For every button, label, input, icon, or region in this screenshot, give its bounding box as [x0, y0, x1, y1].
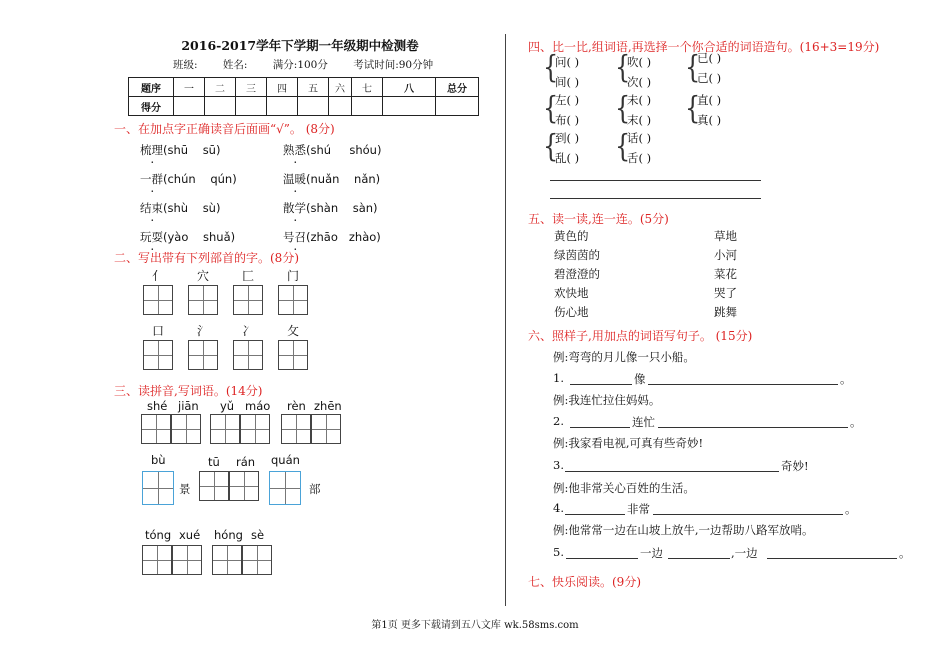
score-table-row [129, 97, 479, 116]
class-label: 班级: [173, 59, 198, 71]
answer-line[interactable] [566, 558, 638, 559]
answer-line[interactable] [565, 471, 779, 472]
score-cell[interactable] [436, 97, 479, 116]
table-header-cell: 八 [383, 78, 436, 97]
period: 。 [840, 372, 852, 386]
writing-box[interactable] [233, 285, 263, 315]
list-item[interactable]: 小河 [714, 248, 737, 262]
pinyin-label: yǔ [220, 399, 235, 413]
writing-box[interactable] [212, 545, 242, 575]
key-word: ,一边 [731, 546, 758, 560]
pinyin-label: máo [245, 399, 271, 413]
key-word: 奇妙! [781, 459, 809, 473]
table-header-cell: 二 [205, 78, 236, 97]
score-cell[interactable] [267, 97, 298, 116]
writing-box[interactable] [242, 545, 272, 575]
score-cell[interactable] [174, 97, 205, 116]
writing-box[interactable] [199, 471, 229, 501]
period: 。 [899, 546, 911, 560]
writing-box[interactable] [210, 414, 240, 444]
writing-box[interactable] [172, 545, 202, 575]
writing-box[interactable] [171, 414, 201, 444]
brace-icon: { [615, 89, 631, 127]
brace-icon: { [543, 48, 559, 86]
answer-line[interactable] [550, 198, 761, 199]
score-table-header [129, 78, 479, 97]
list-item: 结束(shù sù) [140, 201, 221, 215]
list-item[interactable]: 碧澄澄的 [554, 267, 600, 281]
word-pair: 未( ) 末( ) [627, 93, 652, 127]
pinyin-label: zhēn [314, 399, 342, 413]
answer-line[interactable] [767, 558, 897, 559]
list-item[interactable]: 菜花 [714, 267, 737, 281]
writing-box[interactable] [188, 340, 218, 370]
page-footer: 第1页 更多下载请到五八文库 wk.58sms.com [371, 620, 579, 631]
writing-box[interactable] [240, 414, 270, 444]
score-cell[interactable] [205, 97, 236, 116]
period: 。 [850, 415, 862, 429]
table-header-cell: 六 [329, 78, 352, 97]
section6-heading: 六、照样子,用加点的词语写句子。 (15分) [528, 329, 753, 343]
table-header-cell: 一 [174, 78, 205, 97]
writing-box[interactable] [278, 340, 308, 370]
list-item: 熟悉(shú shóu) [283, 143, 382, 157]
list-item[interactable]: 欢快地 [554, 286, 589, 300]
pinyin-label: jiān [178, 399, 199, 413]
match-left-column [554, 227, 600, 322]
pinyin-label: hóng [214, 528, 243, 542]
question-number: 2. [553, 414, 564, 428]
match-right-column [714, 227, 737, 322]
key-word: 一边 [640, 546, 663, 560]
brace-icon: { [543, 89, 559, 127]
writing-box[interactable] [188, 285, 218, 315]
table-header-cell: 五 [298, 78, 329, 97]
writing-box[interactable] [141, 414, 171, 444]
writing-box[interactable] [143, 340, 173, 370]
list-item: 梳理(shū sū) [140, 143, 221, 157]
name-label: 姓名: [222, 59, 248, 71]
table-header-cell: 四 [267, 78, 298, 97]
pinyin-label: shé [147, 399, 168, 413]
list-item: 一群(chún qún) [140, 172, 237, 186]
radical-label: 氵 [196, 324, 209, 338]
writing-box[interactable] [142, 471, 174, 505]
brace-icon: { [615, 48, 631, 86]
writing-box[interactable] [311, 414, 341, 444]
answer-line[interactable] [565, 514, 625, 515]
key-word: 像 [634, 372, 646, 386]
score-cell[interactable] [298, 97, 329, 116]
word-pair: 话( ) 舌( ) [627, 131, 652, 165]
list-item[interactable]: 绿茵茵的 [554, 248, 600, 262]
period: 。 [845, 502, 857, 516]
column-divider [505, 34, 506, 606]
word-pair: 问( ) 间( ) [555, 55, 580, 89]
list-item: 号召(zhāo zhào) [283, 230, 381, 244]
brace-icon: { [685, 48, 701, 86]
table-header-cell: 三 [236, 78, 267, 97]
pinyin-label: tū [208, 455, 220, 469]
full-score-label: 满分:100分 [272, 59, 328, 71]
pinyin-label: rán [236, 455, 256, 469]
score-cell[interactable] [236, 97, 267, 116]
section1-heading: 一、在加点字正确读音后面画“√”。 (8分) [114, 122, 335, 136]
section4-heading: 四、比一比,组词语,再选择一个你合适的词语造句。(16+3=19分) [528, 40, 880, 54]
question-number: 3. [553, 458, 564, 472]
writing-box[interactable] [278, 285, 308, 315]
list-item: 散学(shàn sàn) [283, 201, 378, 215]
score-cell[interactable] [383, 97, 436, 116]
pinyin-label: xué [179, 528, 201, 542]
word-pair: 已( ) 己( ) [697, 51, 722, 85]
table-header-cell: 题序 [129, 78, 174, 97]
list-item[interactable]: 哭了 [714, 286, 737, 300]
score-cell[interactable] [352, 97, 383, 116]
radical-label: 亻 [151, 269, 164, 283]
question-number: 5. [553, 545, 564, 559]
example-sentence: 例:他非常关心百姓的生活。 [553, 481, 695, 495]
list-item[interactable]: 草地 [714, 229, 737, 243]
word-pair: 左( ) 布( ) [555, 93, 580, 127]
word-pair: 吹( ) 次( ) [627, 55, 652, 89]
table-header-cell: 七 [352, 78, 383, 97]
pinyin-label: bù [151, 453, 166, 467]
page-title: 2016-2017学年下学期一年级期中检测卷 [181, 38, 419, 53]
score-table [128, 77, 479, 116]
key-word: 非常 [627, 502, 650, 516]
given-char: 景 [179, 482, 191, 496]
answer-line[interactable] [668, 558, 730, 559]
list-item: 玩耍(yào shuǎ) [140, 230, 236, 244]
list-item[interactable]: 伤心地 [554, 305, 589, 319]
score-cell[interactable] [329, 97, 352, 116]
exam-info [173, 57, 455, 72]
radical-label: 穴 [196, 269, 209, 283]
brace-icon: { [685, 89, 701, 127]
list-item[interactable]: 黄色的 [554, 229, 589, 243]
radical-label: 冫 [241, 324, 254, 338]
writing-box[interactable] [229, 471, 259, 501]
pinyin-label: sè [251, 528, 265, 542]
example-sentence: 例:弯弯的月儿像一只小船。 [553, 350, 695, 364]
section2-heading: 二、写出带有下列部首的字。(8分) [114, 251, 299, 265]
section3-heading: 三、读拼音,写词语。(14分) [114, 384, 263, 398]
table-row-label: 得分 [129, 97, 174, 116]
example-sentence: 例:我家看电视,可真有些奇妙! [553, 436, 704, 450]
radical-label: 口 [151, 324, 164, 338]
question-number: 1. [553, 371, 564, 385]
answer-line[interactable] [570, 427, 630, 428]
brace-icon: { [615, 127, 631, 165]
writing-box[interactable] [142, 545, 172, 575]
answer-line[interactable] [570, 384, 632, 385]
question-number: 4. [553, 501, 564, 515]
example-sentence: 例:我连忙拉住妈妈。 [553, 393, 661, 407]
table-header-cell: 总分 [436, 78, 479, 97]
list-item[interactable]: 跳舞 [714, 305, 737, 319]
section5-heading: 五、读一读,连一连。(5分) [528, 212, 669, 226]
word-pair: 到( ) 乱( ) [555, 131, 580, 165]
writing-box[interactable] [143, 285, 173, 315]
example-sentence: 例:他常常一边在山坡上放牛,一边帮助八路军放哨。 [553, 523, 814, 537]
writing-box[interactable] [269, 471, 301, 505]
answer-line[interactable] [658, 427, 848, 428]
pinyin-label: quán [271, 453, 300, 467]
answer-line[interactable] [653, 514, 843, 515]
word-pair: 直( ) 真( ) [697, 93, 722, 127]
pinyin-label: tóng [145, 528, 172, 542]
writing-box[interactable] [233, 340, 263, 370]
given-char: 部 [309, 482, 321, 496]
brace-icon: { [543, 127, 559, 165]
section7-heading: 七、快乐阅读。(9分) [528, 575, 641, 589]
radical-label: 匚 [241, 269, 254, 283]
pinyin-label: rèn [287, 399, 306, 413]
writing-box[interactable] [281, 414, 311, 444]
answer-line[interactable] [550, 180, 761, 181]
key-word: 连忙 [632, 415, 655, 429]
radical-label: 门 [286, 269, 299, 283]
radical-label: 攵 [286, 324, 299, 338]
exam-time-label: 考试时间:90分钟 [353, 59, 434, 71]
list-item: 温暖(nuǎn nǎn) [283, 172, 381, 186]
answer-line[interactable] [648, 384, 838, 385]
